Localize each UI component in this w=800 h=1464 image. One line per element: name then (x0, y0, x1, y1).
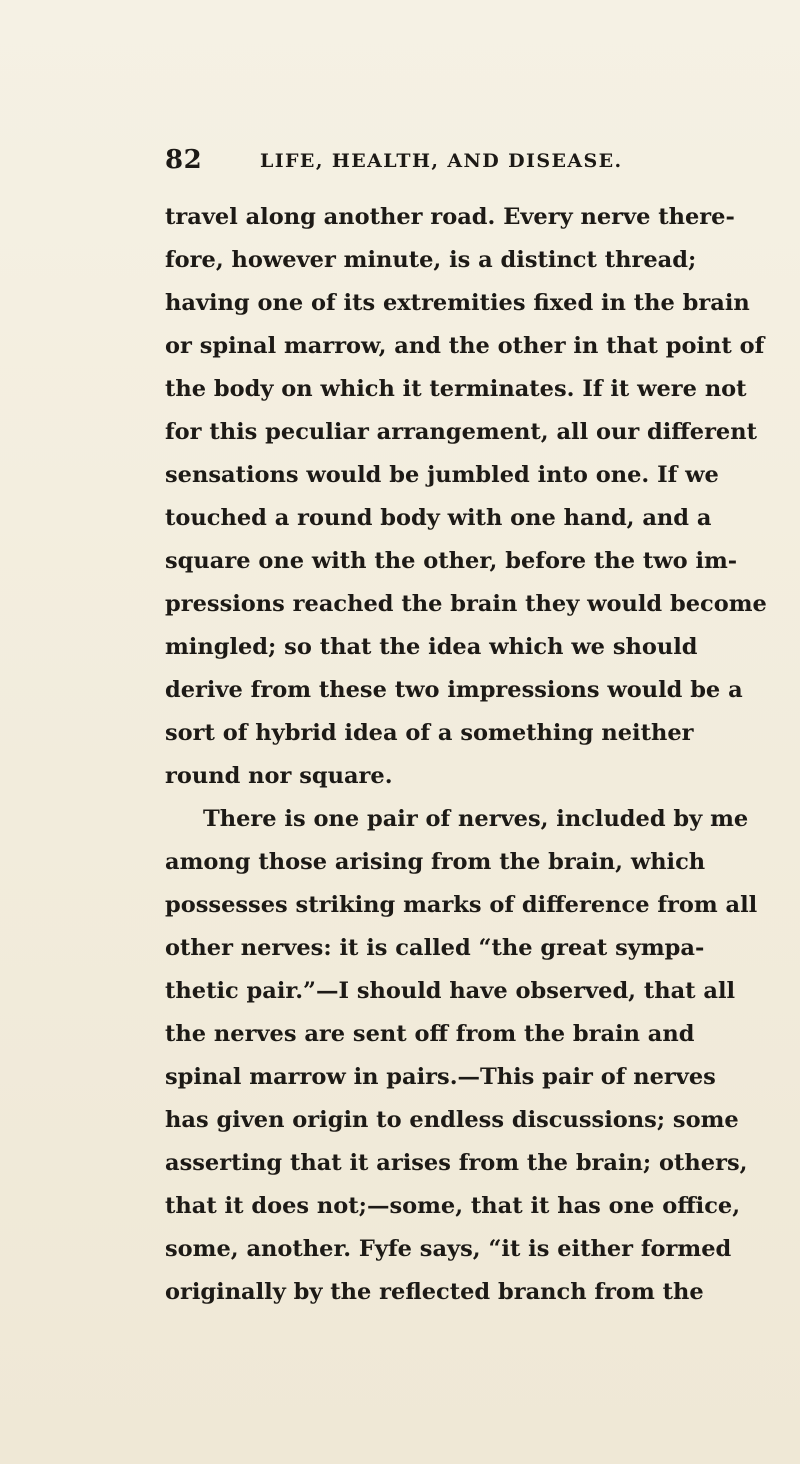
text-line: asserting that it arises from the brain; others, (165, 1150, 748, 1176)
text-line: some, another. Fyfe says, “it is either formed (165, 1236, 732, 1262)
text-line: thetic pair.”—I should have observed, that all (165, 978, 736, 1004)
text-line: pressions reached the brain they would become (165, 591, 767, 617)
text-line: originally by the reflected branch from the (165, 1279, 704, 1305)
text-line: travel along another road. Every nerve there- (165, 204, 735, 230)
text-line: other nerves: it is called “the great sympa- (165, 935, 705, 961)
running-title: LIFE, HEALTH, AND DISEASE. (260, 150, 623, 172)
text-line: possesses striking marks of difference from all (165, 892, 758, 918)
text-line: has given origin to endless discussions; some (165, 1107, 739, 1133)
text-line: sensations would be jumbled into one. If we (165, 462, 719, 488)
text-line: spinal marrow in pairs.—This pair of nerves (165, 1064, 716, 1090)
text-line: or spinal marrow, and the other in that point of (165, 333, 765, 359)
text-line: that it does not;—some, that it has one office, (165, 1193, 741, 1219)
page-number: 82 (165, 145, 203, 175)
text-line: for this peculiar arrangement, all our different (165, 419, 757, 445)
paragraph-start-line: There is one pair of nerves, included by me (203, 806, 749, 832)
text-line: touched a round body with one hand, and a (165, 505, 712, 531)
text-line: sort of hybrid idea of a something neither (165, 720, 694, 746)
body-text (165, 196, 767, 1314)
text-line: the body on which it terminates. If it were not (165, 376, 747, 402)
text-line: square one with the other, before the two im- (165, 548, 738, 574)
text-line: the nerves are sent off from the brain and (165, 1021, 695, 1047)
text-line: mingled; so that the idea which we should (165, 634, 698, 660)
text-line: fore, however minute, is a distinct thread; (165, 247, 697, 273)
text-line: among those arising from the brain, which (165, 849, 706, 875)
text-line: derive from these two impressions would be a (165, 677, 743, 703)
text-line: round nor square. (165, 763, 393, 789)
page-header (165, 145, 637, 181)
text-line: having one of its extremities fixed in the brain (165, 290, 750, 316)
